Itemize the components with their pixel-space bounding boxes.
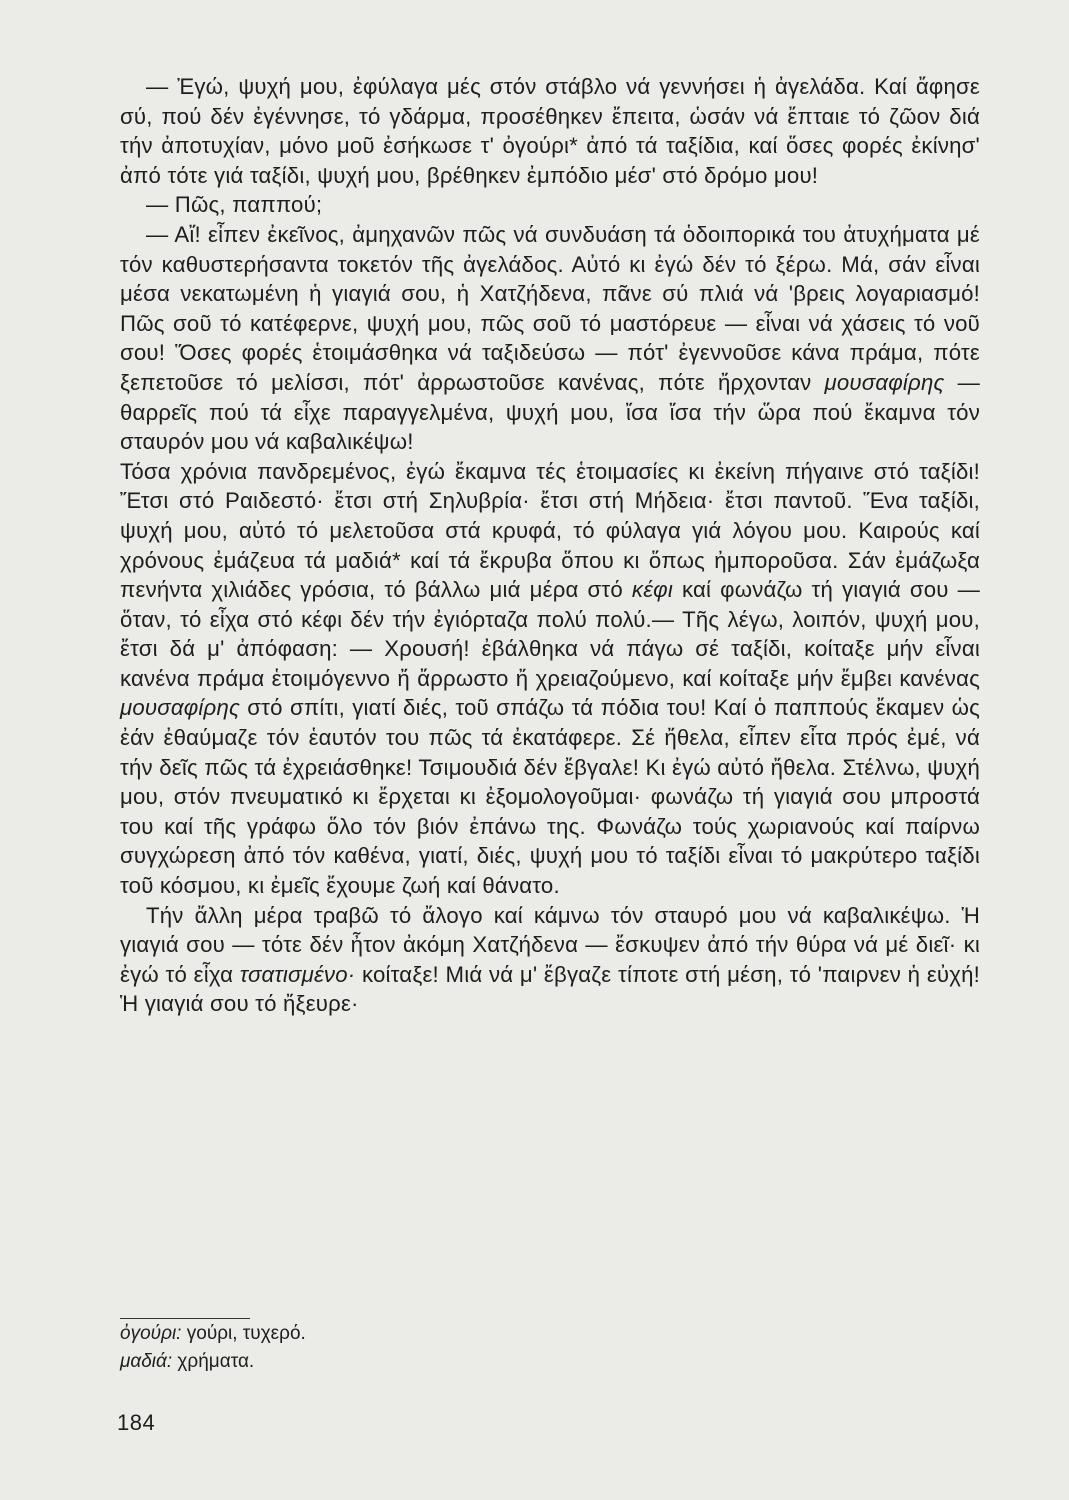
italic-term: μουσαφίρης — [824, 369, 945, 395]
footnote: μαδιά: χρήματα. — [120, 1351, 255, 1372]
italic-term: μουσαφίρης — [120, 695, 240, 721]
paragraph: — Ἐγώ, ψυχή μου, ἐφύλαγα μές στόν στάβλο νά γεννήσει ἡ ἀγελάδα. Καί ἄφησε σύ, πού δέν ἐγέννησε, τό γδάρμα, προσέθηκεν ἔπειτα, ὡσάν νά ἔπταιε τό ζῶον διά τήν ἀποτυχίαν, μόνο μοῦ ἐσήκωσε τ' ὀγούρι* ἀπό τά ταξίδια, καί ὅσες φορές ἐκίνησ' ἀπό τότε γιά ταξίδι, ψυχή μου, βρέθηκεν ἐμπόδιο μέσ' στό δρόμο μου! — [120, 74, 980, 188]
paragraph: — Αἴ! εἶπεν ἐκεῖνος, ἀμηχανῶν πῶς νά συνδυάση τά ὁδοιπορικά του ἀτυχήματα μέ τόν καθυστερήσαντα τοκετόν τῆς ἀγελάδος. Αὐτό κι ἐγώ δέν τό ξέρω. Μά, σάν εἶναι μέσα νεκατωμένη ἡ γιαγιά σου, ἡ Χατζήδενα, πᾶνε σύ πλιά νά 'βρεις λογαριασμό! Πῶς σοῦ τό κατέφερνε, ψυχή μου, πῶς σοῦ τό μαστόρευε — εἶναι νά χάσεις τό νοῦ σου! Ὅσες φορές ἑτοιμάσθηκα νά ταξιδεύσω — πότ' ἐγεννοῦσε κάνα πράμα, πότε ξεπετοῦσε τό μελίσσι, πότ' ἀρρωστοῦσε κανένας, πότε ἤρχονταν μουσαφίρης — θαρρεῖς πού τά εἶχε παραγγελμένα, ψυχή μου, ἴσα ἴσα τήν ὥρα πού ἔκαμνα τόν σταυρόν μου νά καβαλικέψω! — [120, 221, 980, 455]
italic-term: κέφι — [631, 577, 673, 603]
body-text — [120, 72, 980, 1019]
paragraph: Τόσα χρόνια πανδρεμένος, ἐγώ ἔκαμνα τές ἑτοιμασίες κι ἐκείνη πήγαινε στό ταξίδι! Ἔτσι στό Ραιδεστό· ἔτσι στή Σηλυβρία· ἔτσι στή Μήδεια· ἔτσι παντοῦ. Ἕνα ταξίδι, ψυχή μου, αὐτό τό μελετοῦσα στά κρυφά, τό φύλαγα γιά λόγου μου. Καιρούς καί χρόνους ἐμάζευα τά μαδιά* καί τά ἔκρυβα ὅπου κι ὅπως ἠμποροῦσα. Σάν ἐμάζωξα πενήντα χιλιάδες γρόσια, τό βάλλω μιά μέρα στό κέφι καί φωνάζω τή γιαγιά σου —ὅταν, τό εἶχα στό κέφι δέν τήν ἐγιόρταζα πολύ πολύ.— Τῆς λέγω, λοιπόν, ψυχή μου, ἔτσι δά μ' ἀπόφαση: — Χρουσή! ἐβάλθηκα νά πάγω σέ ταξίδι, κοίταξε μήν εἶναι κανένα πράμα ἑτοιμόγεννο ἤ ἄρρωστο ἤ χρειαζούμενο, καί κοίταξε μήν ἔμβει κανένας μουσαφίρης στό σπίτι, γιατί διές, τοῦ σπάζω τά πόδια του! Καί ὁ παππούς ἔκαμεν ὡς ἐάν ἐθαύμαζε τόν ἑαυτόν του πῶς τά ἐκατάφερε. Σέ ἤθελα, εἶπεν εἶτα πρός ἐμέ, νά τήν δεῖς πῶς τά ἐχρειάσθηκε! Τσιμουδιά δέν ἔβγαλε! Κι ἐγώ αὐτό ἤθελα. Στέλνω, ψυχή μου, στόν πνευματικό κι ἔρχεται κι ἐξομολογοῦμαι· φωνάζω τή γιαγιά σου μπροστά του καί τῆς γράφω ὅλο τόν βιόν ἐπάνω της. Φωνάζω τούς χωριανούς καί παίρνω συγχώρεση ἀπό τόν καθένα, γιατί, διές, ψυχή μου τό ταξίδι εἶναι τό μακρύτερο ταξίδι τοῦ κόσμου, κι ἐμεῖς ἔχουμε ζωή καί θάνατο. — [120, 458, 980, 899]
italic-term: τσατισμένο· — [239, 961, 356, 987]
page-number: 184 — [117, 1410, 156, 1435]
footnotes — [120, 1320, 306, 1376]
footnote: ὀγούρι: γούρι, τυχερό. — [120, 1323, 306, 1344]
footnote-divider — [120, 1318, 250, 1319]
paragraph: — Πῶς, παππού; — [146, 192, 323, 218]
paragraph: Τήν ἄλλη μέρα τραβῶ τό ἄλογο καί κάμνω τόν σταυρό μου νά καβαλικέψω. Ἡ γιαγιά σου — τότε δέν ἦτον ἀκόμη Χατζήδενα — ἔσκυψεν ἀπό τήν θύρα νά μέ διεῖ· κι ἐγώ τό εἶχα τσατισμένο· κοίταξε! Μιά νά μ' ἔβγαζε τίποτε στή μέση, τό 'παιρνεν ἡ εὐχή! Ἡ γιαγιά σου τό ἤξευρε· — [120, 902, 981, 1017]
